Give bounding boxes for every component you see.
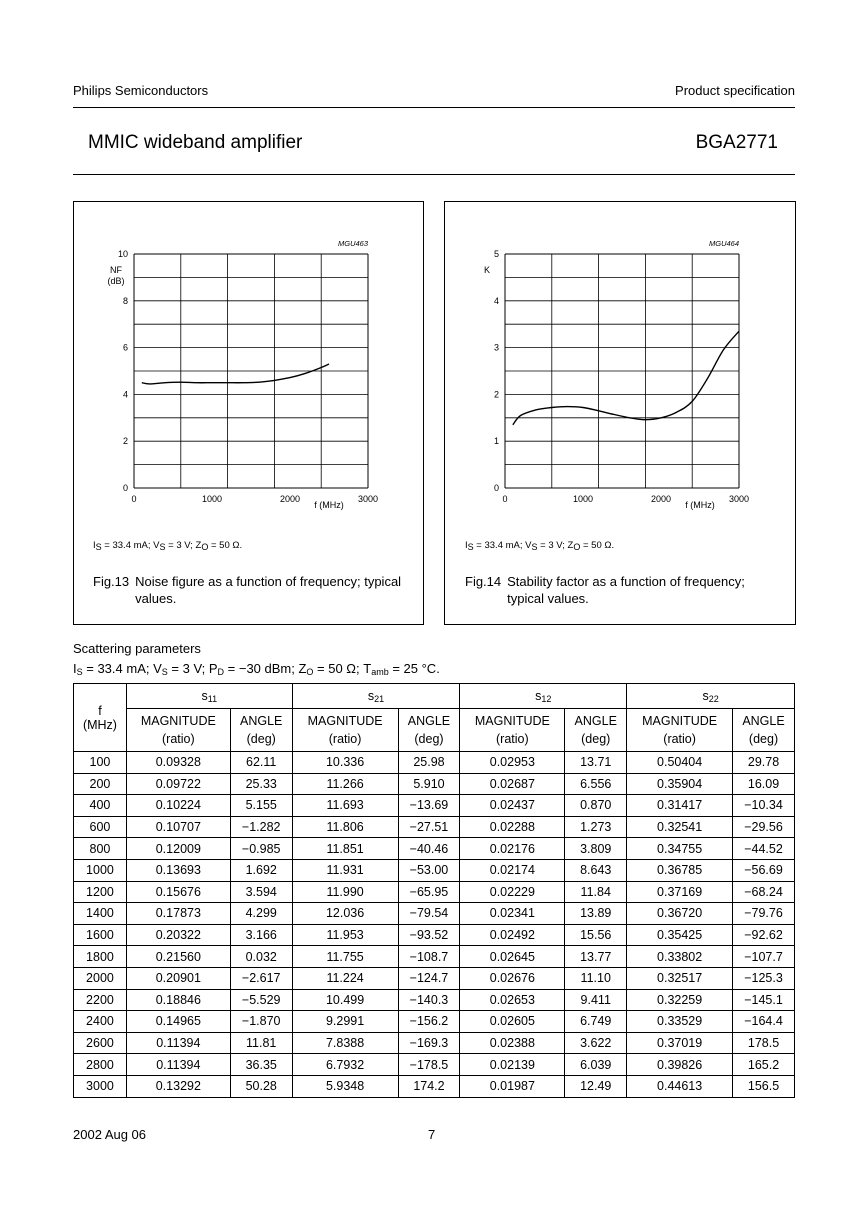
table-cell: 178.5 <box>733 1032 795 1054</box>
table-cell: −5.529 <box>230 989 292 1011</box>
table-cell: 0.02176 <box>460 838 565 860</box>
table-cell: 0.33529 <box>627 1011 733 1033</box>
table-cell: 0.32541 <box>627 816 733 838</box>
noise-figure-chart <box>74 202 425 626</box>
header-rule <box>73 107 795 108</box>
stability-factor-chart <box>445 202 797 626</box>
table-cell: 0.02605 <box>460 1011 565 1033</box>
table-cell: 100 <box>74 752 127 774</box>
table-cell: 2000 <box>74 967 127 989</box>
y-tick-label: 0 <box>493 483 499 493</box>
fig13-caption <box>93 573 413 607</box>
table-cell: −125.3 <box>733 967 795 989</box>
table-cell: 0.21560 <box>126 946 230 968</box>
col-angle: ANGLE (deg) <box>565 709 627 752</box>
table-cell: 0.02653 <box>460 989 565 1011</box>
table-cell: −65.95 <box>398 881 460 903</box>
table-cell: 0.33802 <box>627 946 733 968</box>
fig14-conditions: $I_S = 33.4$ mA; $V_S = 3$ V; $Z_O = 50$ Ω. <box>465 540 615 552</box>
table-cell: 25.98 <box>398 752 460 774</box>
table-cell: 0.20322 <box>126 924 230 946</box>
table-cell: 0.20901 <box>126 967 230 989</box>
table-cell: 5.155 <box>230 795 292 817</box>
table-cell: 6.556 <box>565 773 627 795</box>
x-tick-label: 2000 <box>279 494 301 504</box>
fig13-number: Fig.13 <box>93 574 130 589</box>
table-row <box>74 989 795 1011</box>
table-cell: 156.5 <box>733 1075 795 1097</box>
table-cell: 3.594 <box>230 881 292 903</box>
figure-code: MGU464 <box>708 239 739 248</box>
table-cell: 50.28 <box>230 1075 292 1097</box>
table-cell: 3000 <box>74 1075 127 1097</box>
table-cell: 0.35425 <box>627 924 733 946</box>
table-cell: −1.870 <box>230 1011 292 1033</box>
group-s12: $s_{12}$ <box>460 684 627 709</box>
y-axis-label: NF (dB) <box>107 265 125 286</box>
table-cell: 11.266 <box>292 773 398 795</box>
table-cell: 0.870 <box>565 795 627 817</box>
table-cell: −178.5 <box>398 1054 460 1076</box>
y-tick-label: 2 <box>493 389 499 400</box>
table-cell: 13.77 <box>565 946 627 968</box>
table-cell: 0.31417 <box>627 795 733 817</box>
table-cell: 1.273 <box>565 816 627 838</box>
table-cell: −107.7 <box>733 946 795 968</box>
table-cell: 5.9348 <box>292 1075 398 1097</box>
product-name: MMIC wideband amplifier <box>88 132 303 153</box>
table-cell: −56.69 <box>733 859 795 881</box>
table-cell: −79.76 <box>733 903 795 925</box>
table-cell: 0.01987 <box>460 1075 565 1097</box>
table-cell: 0.02229 <box>460 881 565 903</box>
table-cell: 9.2991 <box>292 1011 398 1033</box>
col-magnitude: MAGNITUDE (ratio) <box>126 709 230 752</box>
table-cell: 0.09328 <box>126 752 230 774</box>
table-cell: −1.282 <box>230 816 292 838</box>
table-cell: 8.643 <box>565 859 627 881</box>
table-row <box>74 881 795 903</box>
table-cell: 0.15676 <box>126 881 230 903</box>
table-row <box>74 1054 795 1076</box>
table-row <box>74 946 795 968</box>
fig14-caption-text: Stability factor as a function of frequency; typical values. <box>507 574 745 606</box>
table-cell: 0.02687 <box>460 773 565 795</box>
table-row <box>74 903 795 925</box>
x-tick-label: 1000 <box>201 494 223 504</box>
col-angle: ANGLE (deg) <box>733 709 795 752</box>
table-cell: 62.11 <box>230 752 292 774</box>
table-row <box>74 967 795 989</box>
table-cell: 6.7932 <box>292 1054 398 1076</box>
table-cell: 9.411 <box>565 989 627 1011</box>
x-tick-label: 3000 <box>728 494 750 504</box>
table-cell: 0.02341 <box>460 903 565 925</box>
table-cell: 0.11394 <box>126 1032 230 1054</box>
sp-table-body <box>74 752 795 1098</box>
table-cell: 0.10224 <box>126 795 230 817</box>
table-cell: 3.166 <box>230 924 292 946</box>
group-s21: $s_{21}$ <box>292 684 460 709</box>
table-row <box>74 1075 795 1097</box>
table-cell: −29.56 <box>733 816 795 838</box>
table-cell: 11.693 <box>292 795 398 817</box>
table-cell: 0.12009 <box>126 838 230 860</box>
x-axis-label: f (MHz) <box>685 500 715 510</box>
y-tick-label: 4 <box>122 389 128 400</box>
fig13-conditions: $I_S = 33.4$ mA; $V_S = 3$ V; $Z_O = 50$ Ω. <box>93 540 243 552</box>
table-cell: 0.02492 <box>460 924 565 946</box>
table-cell: 0.11394 <box>126 1054 230 1076</box>
table-cell: 13.71 <box>565 752 627 774</box>
table-cell: −27.51 <box>398 816 460 838</box>
table-cell: 11.84 <box>565 881 627 903</box>
fig14-number: Fig.14 <box>465 574 502 589</box>
col-magnitude: MAGNITUDE (ratio) <box>627 709 733 752</box>
table-cell: −164.4 <box>733 1011 795 1033</box>
table-row <box>74 752 795 774</box>
table-cell: 2800 <box>74 1054 127 1076</box>
grid <box>134 254 368 488</box>
table-cell: 3.622 <box>565 1032 627 1054</box>
table-cell: 11.81 <box>230 1032 292 1054</box>
series-line <box>513 331 739 425</box>
y-tick-label: 0 <box>122 483 128 493</box>
table-cell: 6.039 <box>565 1054 627 1076</box>
table-cell: 0.02388 <box>460 1032 565 1054</box>
table-cell: 2200 <box>74 989 127 1011</box>
table-cell: 1600 <box>74 924 127 946</box>
table-row <box>74 816 795 838</box>
table-cell: 0.09722 <box>126 773 230 795</box>
x-tick-label: 3000 <box>357 494 379 504</box>
table-cell: 11.990 <box>292 881 398 903</box>
y-axis-label: K <box>483 265 491 275</box>
table-cell: 0.032 <box>230 946 292 968</box>
y-tick-label: 2 <box>122 436 128 447</box>
table-cell: 0.36720 <box>627 903 733 925</box>
figure-code: MGU463 <box>337 239 368 248</box>
y-tick-label: 4 <box>493 295 499 306</box>
table-cell: 0.37019 <box>627 1032 733 1054</box>
col-magnitude: MAGNITUDE (ratio) <box>292 709 398 752</box>
table-cell: 11.931 <box>292 859 398 881</box>
table-cell: 29.78 <box>733 752 795 774</box>
group-s22: $s_{22}$ <box>627 684 795 709</box>
table-cell: 0.13693 <box>126 859 230 881</box>
table-cell: 1200 <box>74 881 127 903</box>
table-row <box>74 795 795 817</box>
table-cell: 10.499 <box>292 989 398 1011</box>
table-cell: −44.52 <box>733 838 795 860</box>
table-cell: 2400 <box>74 1011 127 1033</box>
table-cell: 0.44613 <box>627 1075 733 1097</box>
fig14-caption <box>465 573 785 607</box>
table-cell: 11.224 <box>292 967 398 989</box>
table-cell: 3.809 <box>565 838 627 860</box>
y-tick-label: 5 <box>493 249 499 259</box>
table-cell: 1.692 <box>230 859 292 881</box>
table-cell: −0.985 <box>230 838 292 860</box>
y-tick-label: 3 <box>493 342 499 353</box>
table-cell: 0.13292 <box>126 1075 230 1097</box>
table-cell: −53.00 <box>398 859 460 881</box>
table-cell: 0.17873 <box>126 903 230 925</box>
sp-section-title: Scattering parameters <box>73 641 201 656</box>
table-cell: 0.02676 <box>460 967 565 989</box>
table-cell: 5.910 <box>398 773 460 795</box>
col-angle: ANGLE (deg) <box>398 709 460 752</box>
table-row <box>74 838 795 860</box>
table-cell: −156.2 <box>398 1011 460 1033</box>
table-cell: −108.7 <box>398 946 460 968</box>
table-row <box>74 859 795 881</box>
table-cell: 0.02953 <box>460 752 565 774</box>
table-cell: 0.02139 <box>460 1054 565 1076</box>
table-cell: 2600 <box>74 1032 127 1054</box>
table-cell: 11.806 <box>292 816 398 838</box>
footer-date: 2002 Aug 06 <box>73 1127 147 1142</box>
table-cell: 0.32259 <box>627 989 733 1011</box>
table-cell: 25.33 <box>230 773 292 795</box>
table-cell: 1800 <box>74 946 127 968</box>
y-tick-label: 10 <box>117 249 128 259</box>
x-axis-label: f (MHz) <box>314 500 344 510</box>
table-cell: 1000 <box>74 859 127 881</box>
table-cell: 6.749 <box>565 1011 627 1033</box>
table-cell: 7.8388 <box>292 1032 398 1054</box>
table-row <box>74 773 795 795</box>
table-cell: 10.336 <box>292 752 398 774</box>
part-number: BGA2771 <box>695 132 778 153</box>
table-row <box>74 924 795 946</box>
table-cell: −92.62 <box>733 924 795 946</box>
x-tick-label: 1000 <box>572 494 594 504</box>
table-row <box>74 1011 795 1033</box>
table-cell: 0.36785 <box>627 859 733 881</box>
col-frequency: f (MHz) <box>74 684 127 752</box>
y-tick-label: 1 <box>493 436 499 447</box>
table-cell: −2.617 <box>230 967 292 989</box>
fig13-caption-text: Noise figure as a function of frequency; typical values. <box>135 574 402 606</box>
x-tick-label: 2000 <box>650 494 672 504</box>
table-cell: −68.24 <box>733 881 795 903</box>
sp-conditions: $I_S = 33.4$ mA; $V_S = 3$ V; $P_D = -30$ dBm; $Z_O = 50$ Ω; $T_{amb} = 25$ °C. <box>73 661 440 677</box>
table-cell: −140.3 <box>398 989 460 1011</box>
table-cell: 0.18846 <box>126 989 230 1011</box>
table-cell: 400 <box>74 795 127 817</box>
table-cell: 0.14965 <box>126 1011 230 1033</box>
table-cell: −124.7 <box>398 967 460 989</box>
table-cell: 0.37169 <box>627 881 733 903</box>
table-cell: −145.1 <box>733 989 795 1011</box>
table-cell: 16.09 <box>733 773 795 795</box>
col-magnitude: MAGNITUDE (ratio) <box>460 709 565 752</box>
table-cell: 12.49 <box>565 1075 627 1097</box>
table-cell: 1400 <box>74 903 127 925</box>
table-cell: 0.02174 <box>460 859 565 881</box>
x-tick-label: 0 <box>502 494 508 504</box>
table-cell: 12.036 <box>292 903 398 925</box>
series-line <box>142 364 329 384</box>
table-cell: −40.46 <box>398 838 460 860</box>
company-name: Philips Semiconductors <box>73 83 209 98</box>
page-number: 7 <box>428 1127 436 1142</box>
table-cell: 0.32517 <box>627 967 733 989</box>
table-cell: 11.10 <box>565 967 627 989</box>
x-tick-label: 0 <box>131 494 137 504</box>
table-cell: 36.35 <box>230 1054 292 1076</box>
table-cell: 0.02645 <box>460 946 565 968</box>
scattering-parameters-table <box>73 683 795 1098</box>
table-cell: −10.34 <box>733 795 795 817</box>
table-cell: 0.50404 <box>627 752 733 774</box>
document-type: Product specification <box>675 83 795 98</box>
table-cell: −169.3 <box>398 1032 460 1054</box>
table-cell: 0.02288 <box>460 816 565 838</box>
table-cell: 13.89 <box>565 903 627 925</box>
table-cell: 11.851 <box>292 838 398 860</box>
table-cell: 11.953 <box>292 924 398 946</box>
table-cell: −93.52 <box>398 924 460 946</box>
group-s11: $s_{11}$ <box>126 684 292 709</box>
table-cell: 200 <box>74 773 127 795</box>
title-rule <box>73 174 795 175</box>
table-cell: 11.755 <box>292 946 398 968</box>
table-cell: 0.39826 <box>627 1054 733 1076</box>
table-cell: 0.02437 <box>460 795 565 817</box>
figure-14 <box>444 201 796 625</box>
table-cell: −13.69 <box>398 795 460 817</box>
table-cell: 600 <box>74 816 127 838</box>
table-cell: 4.299 <box>230 903 292 925</box>
table-cell: 165.2 <box>733 1054 795 1076</box>
y-tick-label: 6 <box>122 342 128 353</box>
table-cell: −79.54 <box>398 903 460 925</box>
table-cell: 0.35904 <box>627 773 733 795</box>
figure-13 <box>73 201 424 625</box>
y-tick-label: 8 <box>122 295 128 306</box>
table-row <box>74 1032 795 1054</box>
grid <box>505 254 739 488</box>
table-cell: 0.34755 <box>627 838 733 860</box>
table-cell: 15.56 <box>565 924 627 946</box>
table-cell: 800 <box>74 838 127 860</box>
col-angle: ANGLE (deg) <box>230 709 292 752</box>
table-cell: 0.10707 <box>126 816 230 838</box>
table-cell: 174.2 <box>398 1075 460 1097</box>
